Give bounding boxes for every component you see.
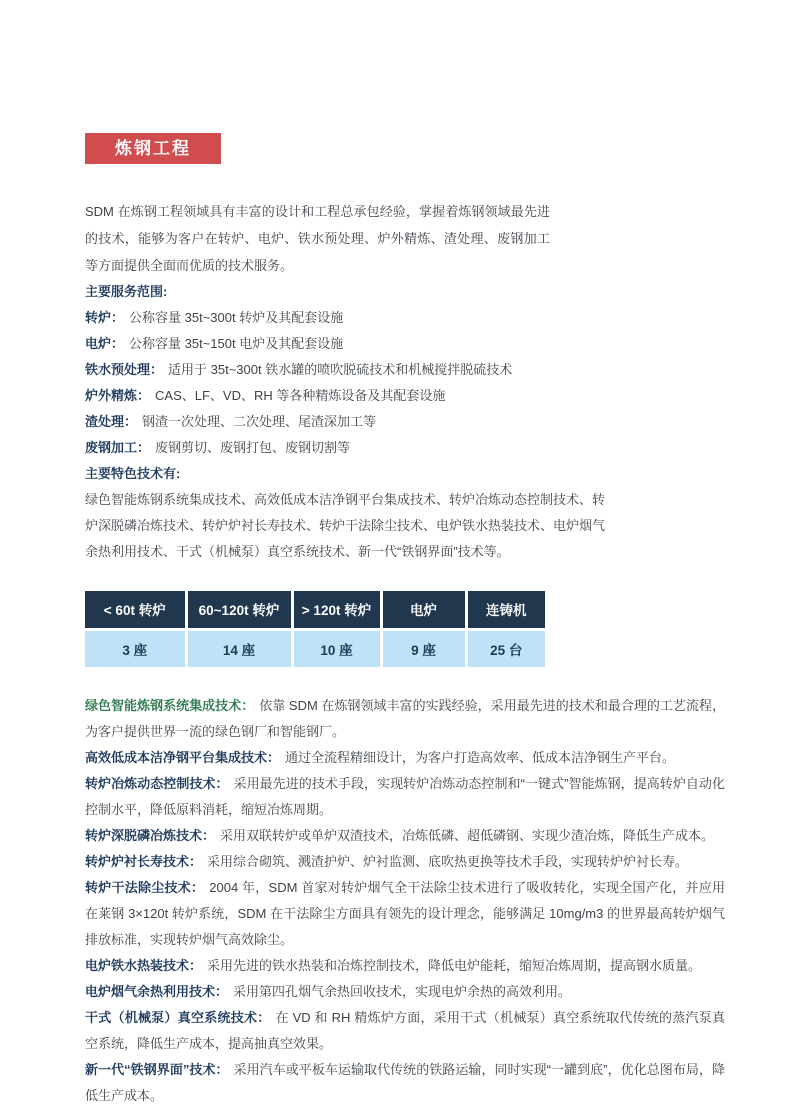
tech-item — [85, 979, 725, 1005]
service-label: 铁水预处理： — [85, 362, 164, 377]
capacity-table-header-row — [85, 591, 545, 629]
tech-text: 依靠 SDM 在炼钢领域丰富的实践经验，采用最先进的技术和最合理的工艺流程，为客户提供世界一流的绿色钢厂和智能钢厂。 — [85, 698, 725, 739]
tech-item — [85, 745, 725, 771]
service-label: 转炉： — [85, 310, 125, 325]
capacity-table-value: 9 座 — [381, 629, 466, 667]
service-text: 钢渣一次处理、二次处理、尾渣深加工等 — [142, 414, 377, 429]
tech-text: 采用汽车或平板车运输取代传统的铁路运输，同时实现“一罐到底”，优化总图布局，降低生产成本。 — [85, 1062, 725, 1103]
capacity-table-header: 连铸机 — [466, 591, 545, 629]
tech-item — [85, 1057, 725, 1109]
capacity-table-header: 60~120t 转炉 — [186, 591, 292, 629]
service-label: 废钢加工： — [85, 440, 151, 455]
service-item — [85, 357, 725, 383]
service-text: 公称容量 35t~150t 电炉及其配套设施 — [129, 336, 344, 351]
capacity-table-value: 14 座 — [186, 629, 292, 667]
tech-details-section — [85, 693, 725, 1109]
tech-label: 转炉干法除尘技术： — [85, 880, 205, 895]
tech-label: 干式（机械泵）真空系统技术： — [85, 1010, 271, 1025]
services-heading: 主要服务范围: — [85, 284, 168, 299]
tech-item — [85, 875, 725, 953]
tech-label: 新一代“铁钢界面”技术： — [85, 1062, 229, 1077]
capacity-table-value: 25 台 — [466, 629, 545, 667]
section-title: 炼钢工程 — [115, 139, 191, 158]
tech-label: 转炉冶炼动态控制技术： — [85, 776, 229, 791]
service-label: 渣处理： — [85, 414, 138, 429]
service-text: 废钢剪切、废钢打包、废钢切割等 — [155, 440, 351, 455]
section-title-badge — [85, 133, 221, 164]
service-item — [85, 435, 725, 461]
capacity-table — [85, 591, 545, 667]
capacity-table-header: < 60t 转炉 — [85, 591, 186, 629]
features-heading: 主要特色技术有: — [85, 466, 181, 481]
services-list — [85, 305, 725, 461]
intro-paragraph: SDM 在炼钢工程领域具有丰富的设计和工程总承包经验，掌握着炼钢领域最先进的技术，能够为客户在转炉、电炉、铁水预处理、炉外精炼、渣处理、废钢加工等方面提供全面而优质的技术服务。 — [85, 204, 550, 273]
tech-text: 在 VD 和 RH 精炼炉方面，采用干式（机械泵）真空系统取代传统的蒸汽泵真空系统，降低生产成本，提高抽真空效果。 — [85, 1010, 725, 1051]
service-label: 炉外精炼： — [85, 388, 151, 403]
capacity-table-header: 电炉 — [381, 591, 466, 629]
service-text: 适用于 35t~300t 铁水罐的喷吹脱硫技术和机械搅拌脱硫技术 — [168, 362, 513, 377]
capacity-table-header: > 120t 转炉 — [292, 591, 381, 629]
tech-text: 采用先进的铁水热装和冶炼控制技术，降低电炉能耗，缩短冶炼周期，提高钢水质量。 — [207, 958, 702, 973]
tech-text: 采用最先进的技术手段，实现转炉冶炼动态控制和“一键式”智能炼钢，提高转炉自动化控制水平，降低原料消耗，缩短冶炼周期。 — [85, 776, 725, 817]
tech-text: 采用第四孔烟气余热回收技术，实现电炉余热的高效利用。 — [233, 984, 572, 999]
service-item — [85, 383, 725, 409]
tech-item — [85, 771, 725, 823]
service-text: 公称容量 35t~300t 转炉及其配套设施 — [129, 310, 344, 325]
features-paragraph: 绿色智能炼钢系统集成技术、高效低成本洁净钢平台集成技术、转炉冶炼动态控制技术、转炉深脱磷冶炼技术、转炉炉衬长寿技术、转炉干法除尘技术、电炉铁水热装技术、电炉烟气余热利用技术、干式（机械泵）真空系统技术、新一代“铁钢界面”技术等。 — [85, 492, 606, 559]
tech-label: 电炉铁水热装技术： — [85, 958, 203, 973]
capacity-table-value: 3 座 — [85, 629, 186, 667]
capacity-table-value: 10 座 — [292, 629, 381, 667]
tech-item — [85, 1005, 725, 1057]
tech-text: 2004 年，SDM 首家对转炉烟气全干法除尘技术进行了吸收转化，实现全国产化，并应用在莱钢 3×120t 转炉系统，SDM 在干法除尘方面具有领先的设计理念，能够满足 10mg/m3 的世界最高转炉烟气排放标准，实现转炉烟气高效除尘。 — [85, 880, 725, 947]
service-item — [85, 305, 725, 331]
capacity-table-value-row — [85, 629, 545, 667]
tech-item — [85, 823, 725, 849]
tech-item — [85, 953, 725, 979]
tech-text: 通过全流程精细设计，为客户打造高效率、低成本洁净钢生产平台。 — [285, 750, 676, 765]
service-item — [85, 409, 725, 435]
tech-text: 采用双联转炉或单炉双渣技术，冶炼低磷、超低磷钢、实现少渣冶炼，降低生产成本。 — [220, 828, 715, 843]
tech-item — [85, 693, 725, 745]
service-label: 电炉： — [85, 336, 125, 351]
tech-label: 转炉深脱磷冶炼技术： — [85, 828, 216, 843]
tech-text: 采用综合砌筑、溅渣护炉、炉衬监测、底吹热更换等技术手段，实现转炉炉衬长寿。 — [207, 854, 689, 869]
tech-label: 转炉炉衬长寿技术： — [85, 854, 203, 869]
tech-label: 电炉烟气余热利用技术： — [85, 984, 229, 999]
tech-item — [85, 849, 725, 875]
service-item — [85, 331, 725, 357]
service-text: CAS、LF、VD、RH 等各种精炼设备及其配套设施 — [155, 388, 446, 403]
tech-label: 绿色智能炼钢系统集成技术： — [85, 698, 255, 713]
tech-label: 高效低成本洁净钢平台集成技术： — [85, 750, 281, 765]
